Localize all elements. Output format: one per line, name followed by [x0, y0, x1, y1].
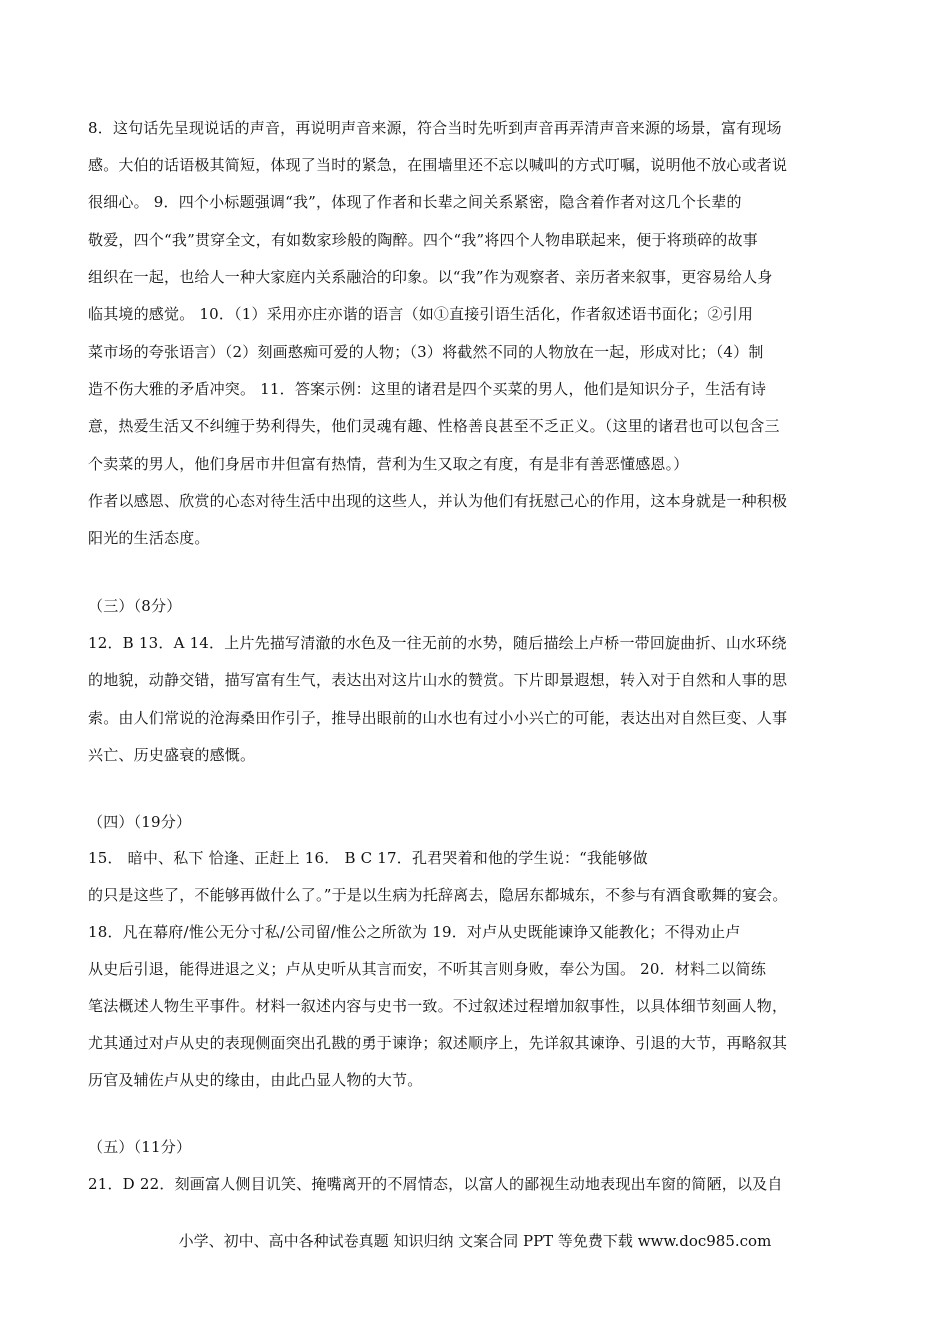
text-line: 15． 暗中、私下 恰逢、正赶上 16． B C 17．孔君哭着和他的学生说：“我能够做 — [88, 849, 648, 867]
text-line: 8．这句话先呈现说话的声音，再说明声音来源，符合当时先听到声音再弄清声音来源的场景，富有现场 — [88, 119, 782, 137]
text-line: 18．凡在幕府/惟公无分寸私/公司留/惟公之所欲为 19．对卢从史既能谏诤又能教化；不得劝止卢 — [88, 923, 741, 941]
text-line: 感。大伯的话语极其简短，体现了当时的紧急，在围墙里还不忘以喊叫的方式叮嘱，说明他不放心或者说 — [88, 156, 788, 174]
text-line: 菜市场的夸张语言）（2）刻画憨痴可爱的人物；（3）将截然不同的人物放在一起，形成对比；（4）制 — [88, 343, 764, 361]
page-footer: 小学、初中、高中各种试卷真题 知识归纳 文案合同 PPT 等免费下载 www.doc985.com — [178, 1232, 772, 1250]
text-line: 尤其通过对卢从史的表现侧面突出孔戡的勇于谏诤；叙述顺序上，先详叙其谏诤、引退的大节，再略叙其 — [88, 1034, 788, 1052]
text-line: 索。由人们常说的沧海桑田作引子，推导出眼前的山水也有过小小兴亡的可能，表达出对自然巨变、人事 — [88, 709, 788, 727]
section-heading: （三）（8分） — [88, 597, 182, 615]
text-line: 兴亡、历史盛衰的感慨。 — [88, 746, 256, 764]
text-line: 临其境的感觉。 10．（1）采用亦庄亦谐的语言（如①直接引语生活化，作者叙述语书面化；②引用 — [88, 305, 754, 323]
text-line: 很细心。 9．四个小标题强调“我”，体现了作者和长辈之间关系紧密，隐含着作者对这几个长辈的 — [88, 193, 742, 211]
text-line: 12．B 13．A 14．上片先描写清澈的水色及一往无前的水势，随后描绘上卢桥一带回旋曲折、山水环绕 — [88, 634, 787, 652]
text-line: 历官及辅佐卢从史的缘由，由此凸显人物的大节。 — [88, 1071, 423, 1089]
text-line: 敬爱，四个“我”贯穿全文，有如数家珍般的陶醉。四个“我”将四个人物串联起来，便于将琐碎的故事 — [88, 231, 758, 249]
text-line: 个卖菜的男人，他们身居市井但富有热情，营利为生又取之有度，有是非有善恶懂感恩。） — [88, 455, 689, 473]
section-heading: （五）（11分） — [88, 1138, 192, 1156]
text-line: 的只是这些了，不能够再做什么了。”于是以生病为托辞离去，隐居东都城东，不参与有酒食歌舞的宴会。 — [88, 886, 788, 904]
text-line: 阳光的生活态度。 — [88, 529, 210, 547]
section-heading: （四）（19分） — [88, 813, 192, 831]
text-line: 的地貌，动静交错，描写富有生气，表达出对这片山水的赞赏。下片即景遐想，转入对于自然和人事的思 — [88, 671, 788, 689]
text-line: 造不伤大雅的矛盾冲突。 11．答案示例：这里的诸君是四个买菜的男人，他们是知识分子，生活有诗 — [88, 380, 767, 398]
text-line: 从史后引退，能得进退之义；卢从史听从其言而安，不听其言则身败，奉公为国。 20．材料二以简练 — [88, 960, 767, 978]
text-line: 组织在一起，也给人一种大家庭内关系融洽的印象。以“我”作为观察者、亲历者来叙事，更容易给人身 — [88, 268, 773, 286]
text-line: 笔法概述人物生平事件。材料一叙述内容与史书一致。不过叙述过程增加叙事性，以具体细节刻画人物， — [88, 997, 788, 1015]
text-line: 作者以感恩、欣赏的心态对待生活中出现的这些人，并认为他们有抚慰己心的作用，这本身就是一种积极 — [88, 492, 788, 510]
text-line: 意，热爱生活又不纠缠于势利得失，他们灵魂有趣、性格善良甚至不乏正义。（这里的诸君也可以包含三 — [88, 417, 780, 435]
text-line: 21．D 22．刻画富人侧目讥笑、掩嘴离开的不屑情态，以富人的鄙视生动地表现出车窗的简陋，以及自 — [88, 1175, 783, 1193]
